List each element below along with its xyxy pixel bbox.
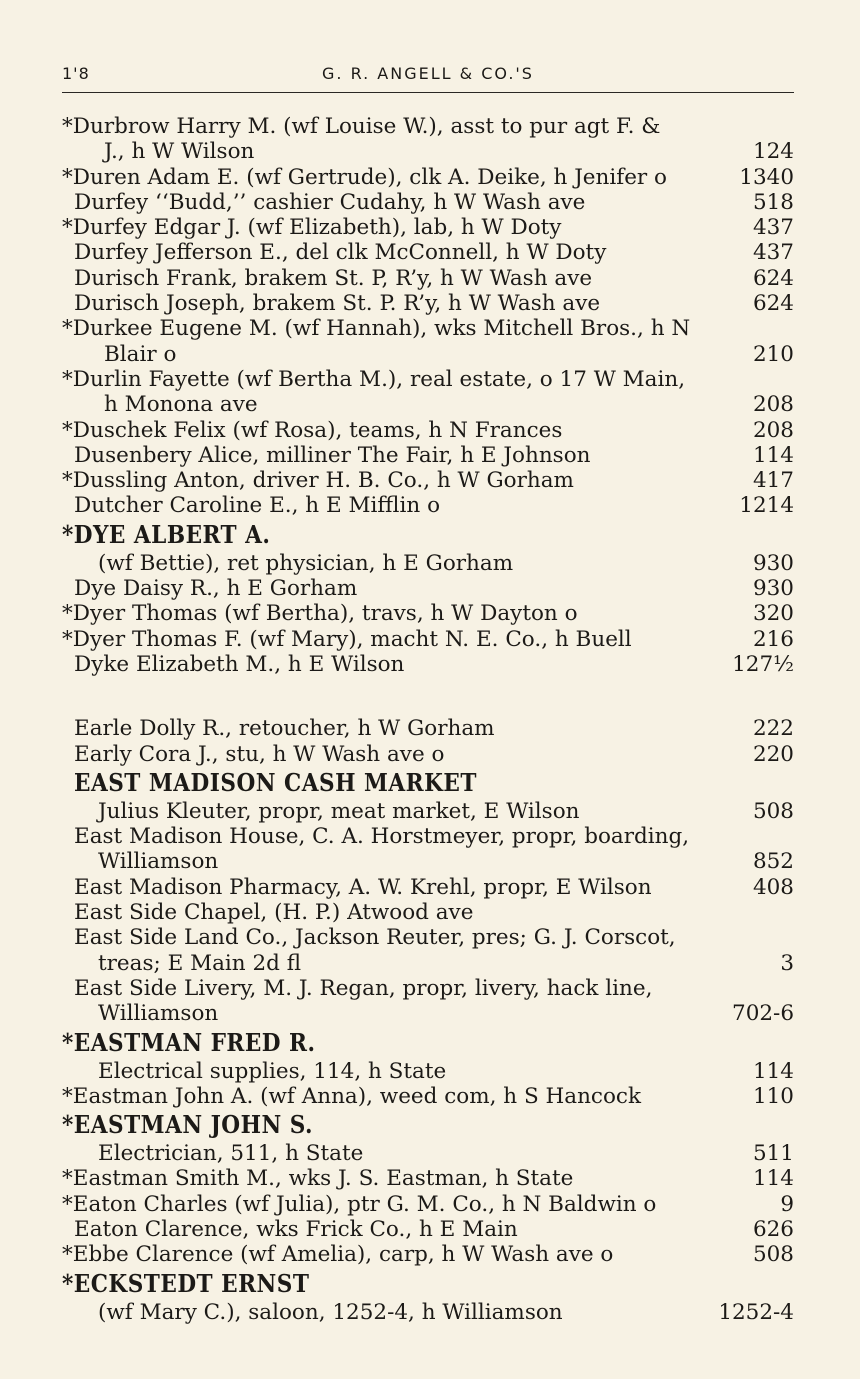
entry-text: East Madison Pharmacy, A. W. Krehl, propr, E Wilson: [74, 874, 652, 900]
entry-number: 417: [752, 468, 794, 494]
entry-number: 437: [752, 215, 794, 241]
entry-text: Dutcher Caroline E., h E Mifflin o: [74, 493, 441, 519]
directory-entry-line: [62, 925, 798, 950]
entry-text: EAST MADISON CASH MARKET: [74, 767, 477, 797]
directory-entry-line: [62, 1300, 798, 1325]
entry-text: Williamson: [98, 849, 219, 875]
directory-entry-line: [62, 1242, 798, 1267]
page-header: [62, 62, 794, 93]
directory-entry-line: [62, 114, 798, 139]
entry-text: Durfey Jefferson E., del clk McConnell, h W Doty: [74, 240, 607, 266]
directory-entry-line: [62, 493, 798, 518]
entry-text: East Side Land Co., Jackson Reuter, pres; G. J. Corscot,: [74, 925, 676, 951]
entry-number: 408: [752, 874, 794, 900]
entry-text: Durfey ‘‘Budd,’’ cashier Cudahy, h W Wash ave: [74, 189, 586, 215]
entry-number: 220: [752, 741, 794, 767]
directory-entry-line: [62, 576, 798, 601]
directory-entry-line: [62, 215, 798, 240]
directory-entry-line: [62, 627, 798, 652]
directory-entry-line: [62, 316, 798, 341]
entry-number: 124: [752, 139, 794, 165]
entry-number: 320: [752, 601, 794, 627]
directory-entry-line: [62, 240, 798, 265]
entry-text: East Madison House, C. A. Horstmeyer, propr, boarding,: [74, 824, 690, 850]
entry-number: 930: [752, 550, 794, 576]
directory-entry-line: [62, 652, 798, 677]
entry-number: 127½: [732, 651, 794, 677]
entry-text: Electrician, 511, h State: [98, 1141, 364, 1167]
entry-text: *Dussling Anton, driver H. B. Co., h W Gorham: [62, 468, 574, 494]
directory-entry-line: [62, 367, 798, 392]
entry-text: Early Cora J., stu, h W Wash ave o: [74, 741, 445, 767]
entry-number: 1214: [739, 493, 794, 519]
bold-entry-heading: [62, 767, 798, 799]
entry-text: *Eaton Charles (wf Julia), ptr G. M. Co., h N Baldwin o: [62, 1191, 657, 1217]
entry-text: (wf Mary C.), saloon, 1252-4, h Williamson: [98, 1299, 563, 1325]
entry-text: h Monona ave: [104, 392, 258, 418]
entry-number: 114: [752, 1166, 794, 1192]
entry-number: 702-6: [732, 1001, 794, 1027]
entry-number: 210: [752, 341, 794, 367]
entry-number: 222: [752, 716, 794, 742]
directory-entry-line: [62, 1192, 798, 1217]
entry-text: treas; E Main 2d fl: [98, 950, 302, 976]
directory-entry-line: [62, 392, 798, 417]
entry-number: 624: [752, 291, 794, 317]
entry-text: *DYE ALBERT A.: [62, 519, 271, 549]
entry-number: 216: [752, 626, 794, 652]
directory-entry-line: [62, 139, 798, 164]
entry-number: 930: [752, 576, 794, 602]
entry-text: Dusenbery Alice, milliner The Fair, h E Johnson: [74, 442, 591, 468]
entry-text: Dye Daisy R., h E Gorham: [74, 576, 358, 602]
entry-number: 437: [752, 240, 794, 266]
directory-entry-line: [62, 1166, 798, 1191]
entry-text: (wf Bettie), ret physician, h E Gorham: [98, 550, 514, 576]
page-number: 1'8: [62, 64, 90, 83]
directory-entry-line: [62, 1217, 798, 1242]
bold-entry-heading: [62, 1109, 798, 1141]
entry-text: *ECKSTEDT ERNST: [62, 1268, 310, 1298]
entry-text: Williamson: [98, 1001, 219, 1027]
directory-entry-line: [62, 742, 798, 767]
directory-entry-line: [62, 1001, 798, 1026]
directory-listing: [62, 114, 798, 1325]
entry-text: Blair o: [104, 341, 177, 367]
directory-entry-line: [62, 824, 798, 849]
entry-text: *Durfey Edgar J. (wf Elizabeth), lab, h W Doty: [62, 215, 562, 241]
entry-number: 9: [780, 1191, 794, 1217]
entry-text: Electrical supplies, 114, h State: [98, 1058, 447, 1084]
entry-text: Durisch Joseph, brakem St. P. R’y, h W Wash ave: [74, 291, 601, 317]
entry-text: Durisch Frank, brakem St. P, R’y, h W Wash ave: [74, 265, 593, 291]
directory-entry-line: [62, 418, 798, 443]
directory-entry-line: [62, 1084, 798, 1109]
directory-entry-line: [62, 716, 798, 741]
entry-number: 208: [752, 392, 794, 418]
entry-text: East Side Livery, M. J. Regan, propr, livery, hack line,: [74, 975, 653, 1001]
entry-text: *Dyer Thomas (wf Bertha), travs, h W Dayton o: [62, 601, 578, 627]
directory-entry-line: [62, 165, 798, 190]
entry-number: 626: [752, 1216, 794, 1242]
bold-entry-heading: [62, 1268, 798, 1300]
section-gap: [62, 677, 798, 716]
entry-text: Julius Kleuter, propr, meat market, E Wilson: [98, 798, 580, 824]
entry-text: *Eastman Smith M., wks J. S. Eastman, h State: [62, 1166, 574, 1192]
entry-number: 624: [752, 265, 794, 291]
entry-number: 508: [752, 1242, 794, 1268]
entry-number: 852: [752, 849, 794, 875]
entry-number: 511: [752, 1141, 794, 1167]
page-title: G. R. ANGELL & CO.'S: [322, 64, 534, 83]
entry-text: *EASTMAN FRED R.: [62, 1027, 316, 1057]
entry-text: *Ebbe Clarence (wf Amelia), carp, h W Wash ave o: [62, 1242, 614, 1268]
directory-entry-line: [62, 601, 798, 626]
directory-entry-line: [62, 468, 798, 493]
entry-text: *Durlin Fayette (wf Bertha M.), real estate, o 17 W Main,: [62, 366, 686, 392]
directory-entry-line: [62, 875, 798, 900]
entry-number: 3: [780, 950, 794, 976]
entry-number: 1340: [739, 164, 794, 190]
entry-text: *Durbrow Harry M. (wf Louise W.), asst to pur agt F. &: [62, 114, 661, 139]
entry-number: 114: [752, 1058, 794, 1084]
entry-text: *Duschek Felix (wf Rosa), teams, h N Frances: [62, 417, 563, 443]
entry-text: J., h W Wilson: [104, 139, 255, 165]
directory-entry-line: [62, 799, 798, 824]
directory-entry-line: [62, 951, 798, 976]
entry-text: *Durkee Eugene M. (wf Hannah), wks Mitchell Bros., h N: [62, 316, 691, 342]
directory-entry-line: [62, 849, 798, 874]
entry-number: 114: [752, 442, 794, 468]
entry-number: 1252-4: [718, 1299, 794, 1325]
entry-text: Eaton Clarence, wks Frick Co., h E Main: [74, 1216, 518, 1242]
directory-entry-line: [62, 551, 798, 576]
entry-text: Earle Dolly R., retoucher, h W Gorham: [74, 716, 495, 742]
directory-entry-line: [62, 1141, 798, 1166]
entry-text: *Eastman John A. (wf Anna), weed com, h S Hancock: [62, 1083, 641, 1109]
entry-text: *EASTMAN JOHN S.: [62, 1110, 313, 1140]
directory-entry-line: [62, 976, 798, 1001]
entry-text: *Duren Adam E. (wf Gertrude), clk A. Deike, h Jenifer o: [62, 164, 667, 190]
entry-text: Dyke Elizabeth M., h E Wilson: [74, 651, 405, 677]
directory-entry-line: [62, 190, 798, 215]
entry-number: 208: [752, 417, 794, 443]
directory-entry-line: [62, 1059, 798, 1084]
entry-number: 508: [752, 798, 794, 824]
directory-entry-line: [62, 900, 798, 925]
bold-entry-heading: [62, 1027, 798, 1059]
directory-entry-line: [62, 266, 798, 291]
entry-text: East Side Chapel, (H. P.) Atwood ave: [74, 900, 474, 926]
directory-entry-line: [62, 342, 798, 367]
directory-entry-line: [62, 443, 798, 468]
entry-number: 518: [752, 189, 794, 215]
entry-number: 110: [752, 1083, 794, 1109]
bold-entry-heading: [62, 519, 798, 551]
entry-text: *Dyer Thomas F. (wf Mary), macht N. E. Co., h Buell: [62, 626, 632, 652]
directory-entry-line: [62, 291, 798, 316]
